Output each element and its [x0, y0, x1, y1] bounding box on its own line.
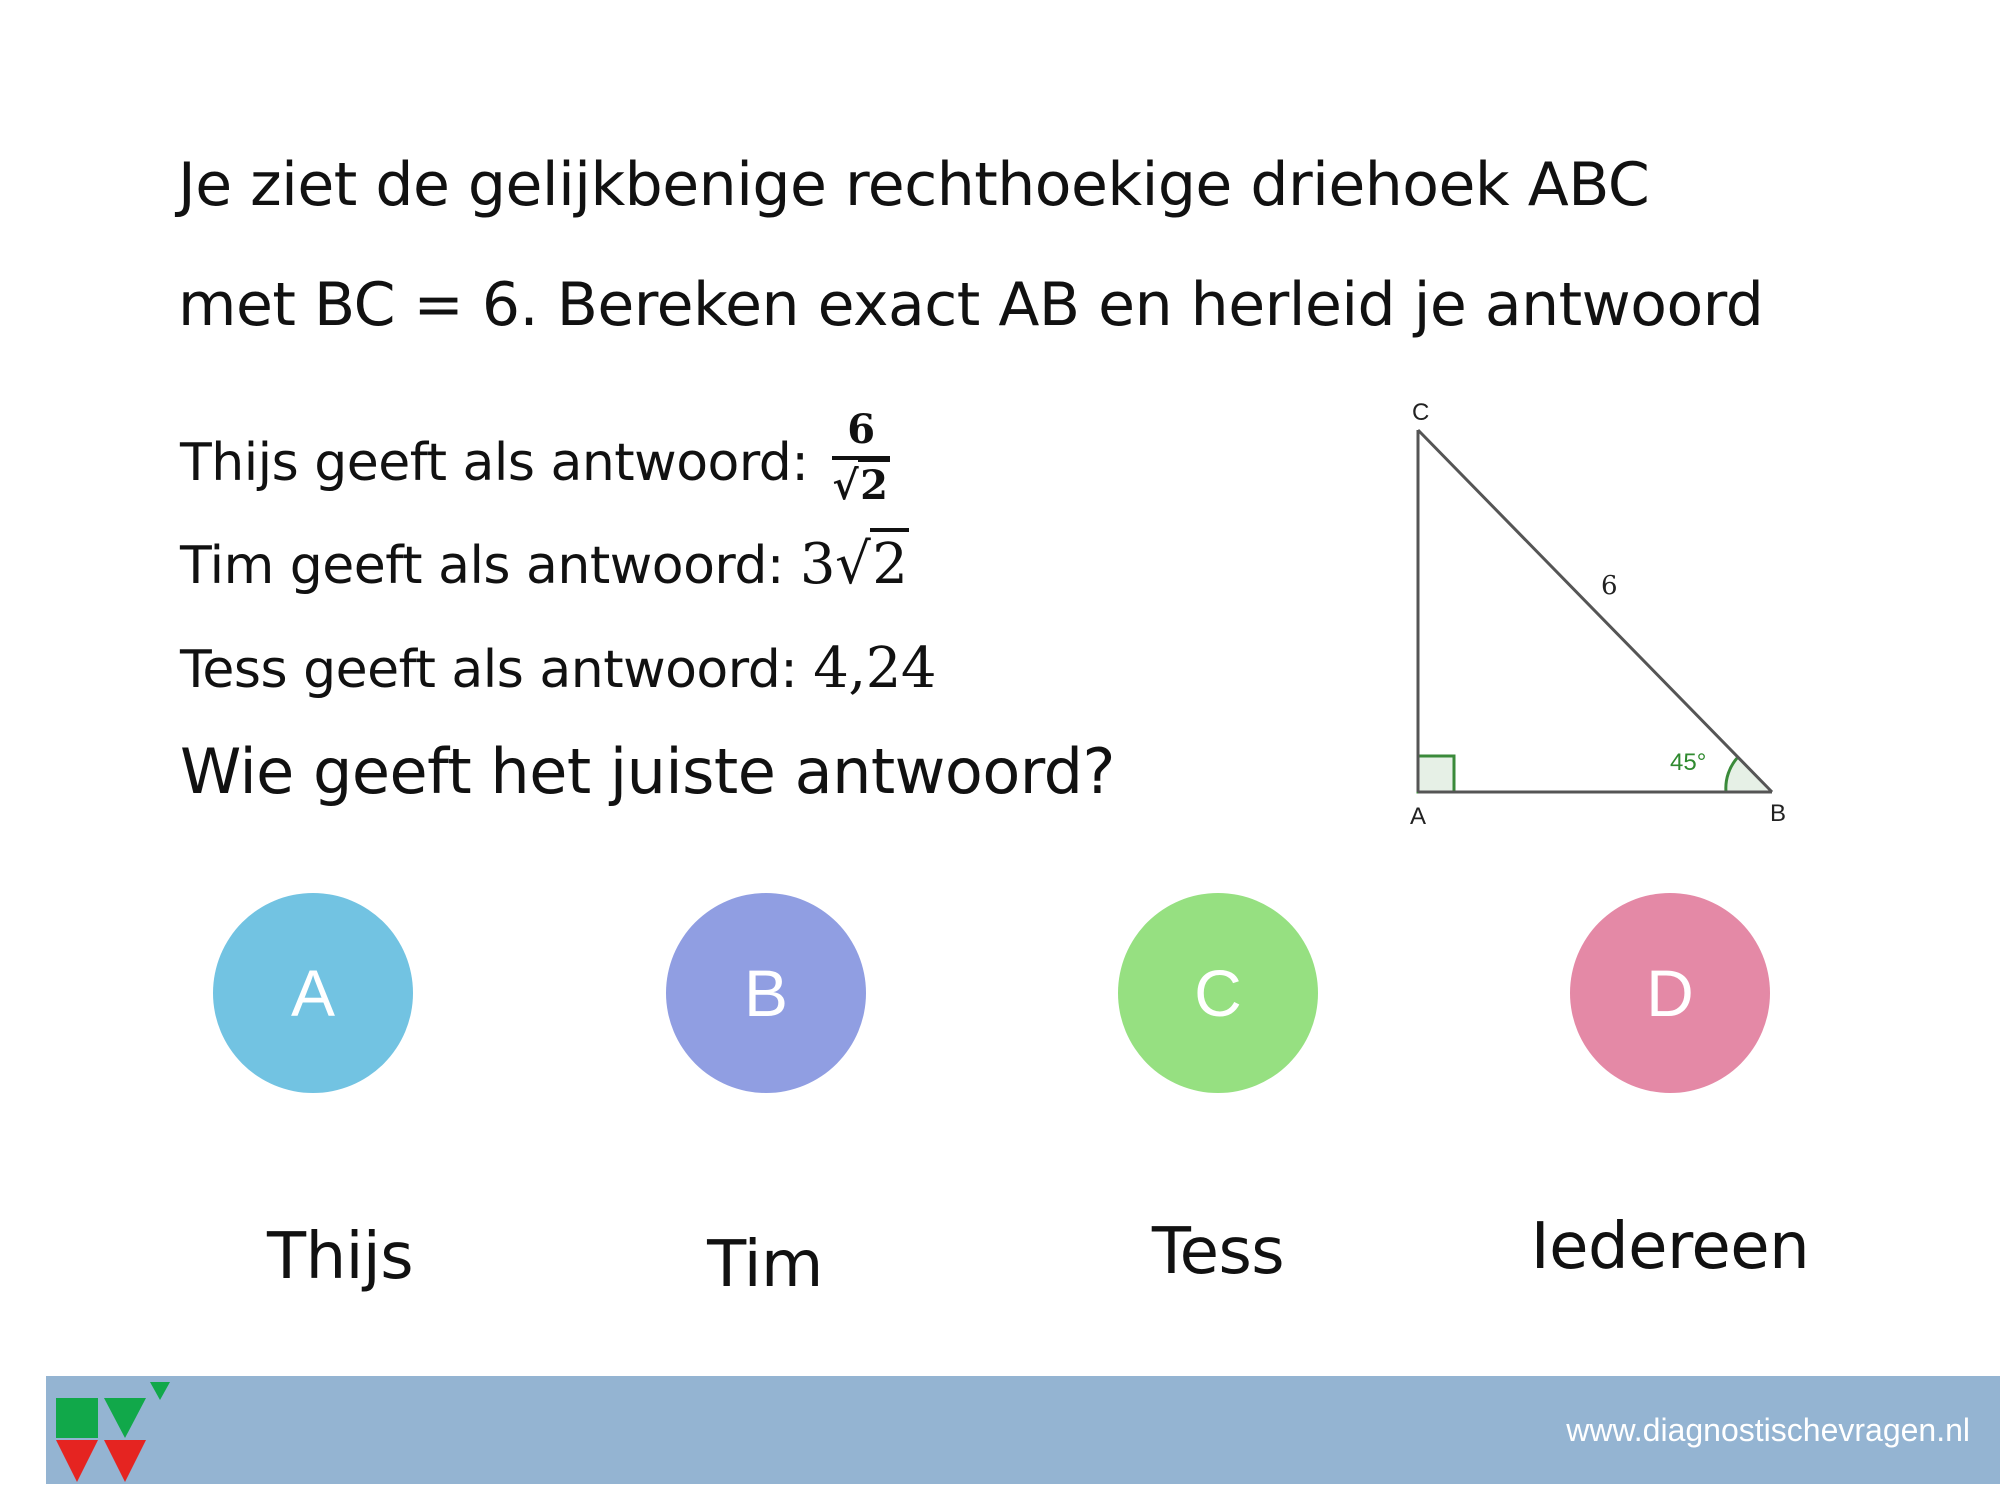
logo-red-triangle-left [56, 1440, 98, 1482]
sqrt-expression [835, 532, 909, 597]
side-bc-length-label: 6 [1601, 571, 1618, 601]
answer-tim-coefficient: 3 [799, 532, 836, 597]
sqrt-sign-icon: √ [835, 532, 871, 597]
choice-c-label: Tess [1151, 1215, 1285, 1289]
logo-red-triangle-right [104, 1440, 146, 1482]
vertex-b-label: B [1770, 800, 1787, 827]
answer-tim [180, 532, 909, 597]
choice-b-label: Tim [707, 1228, 823, 1302]
right-angle-marker [1418, 756, 1454, 792]
angle-b-label: 45° [1670, 749, 1707, 776]
side-bc [1418, 430, 1772, 792]
question-line-2: met BC = 6. Bereken exact AB en herleid je antwoord [178, 270, 1764, 340]
sqrt-radicand: 2 [858, 459, 889, 509]
logo-icon [54, 1378, 174, 1482]
footer-bar [46, 1376, 2000, 1484]
prompt-question: Wie geeft het juiste antwoord? [180, 735, 1115, 808]
sqrt-radicand: 2 [870, 528, 909, 597]
fraction-denominator [832, 460, 889, 509]
choice-b-button[interactable]: B [666, 893, 866, 1093]
triangle-diagram [1380, 380, 1800, 830]
logo-green-triangle [104, 1398, 146, 1438]
choice-c-button[interactable]: C [1118, 893, 1318, 1093]
answer-tess-value: 4,24 [813, 636, 936, 701]
vertex-c-label: C [1412, 399, 1430, 426]
choice-d-label: Iedereen [1530, 1210, 1810, 1284]
answer-tim-prefix: Tim geeft als antwoord: [180, 536, 800, 596]
choice-d-button[interactable]: D [1570, 893, 1770, 1093]
footer-url-link[interactable]: www.diagnostischevragen.nl [1566, 1412, 1970, 1448]
choice-a-label: Thijs [266, 1220, 414, 1294]
answer-tess [180, 636, 936, 701]
question-line-1: Je ziet de gelijkbenige rechthoekige driehoek ABC [178, 150, 1650, 220]
fraction [832, 406, 889, 509]
logo-small-triangle [150, 1382, 170, 1400]
vertex-a-label: A [1410, 803, 1427, 830]
answer-thijs-prefix: Thijs geeft als antwoord: [180, 433, 825, 493]
sqrt-expression [832, 462, 889, 509]
answer-tess-prefix: Tess geeft als antwoord: [180, 640, 814, 700]
logo-green-square [56, 1398, 98, 1438]
fraction-numerator: 6 [832, 410, 889, 460]
answer-thijs [180, 406, 890, 514]
sqrt-sign-icon: √ [832, 462, 859, 509]
choice-a-button[interactable]: A [213, 893, 413, 1093]
